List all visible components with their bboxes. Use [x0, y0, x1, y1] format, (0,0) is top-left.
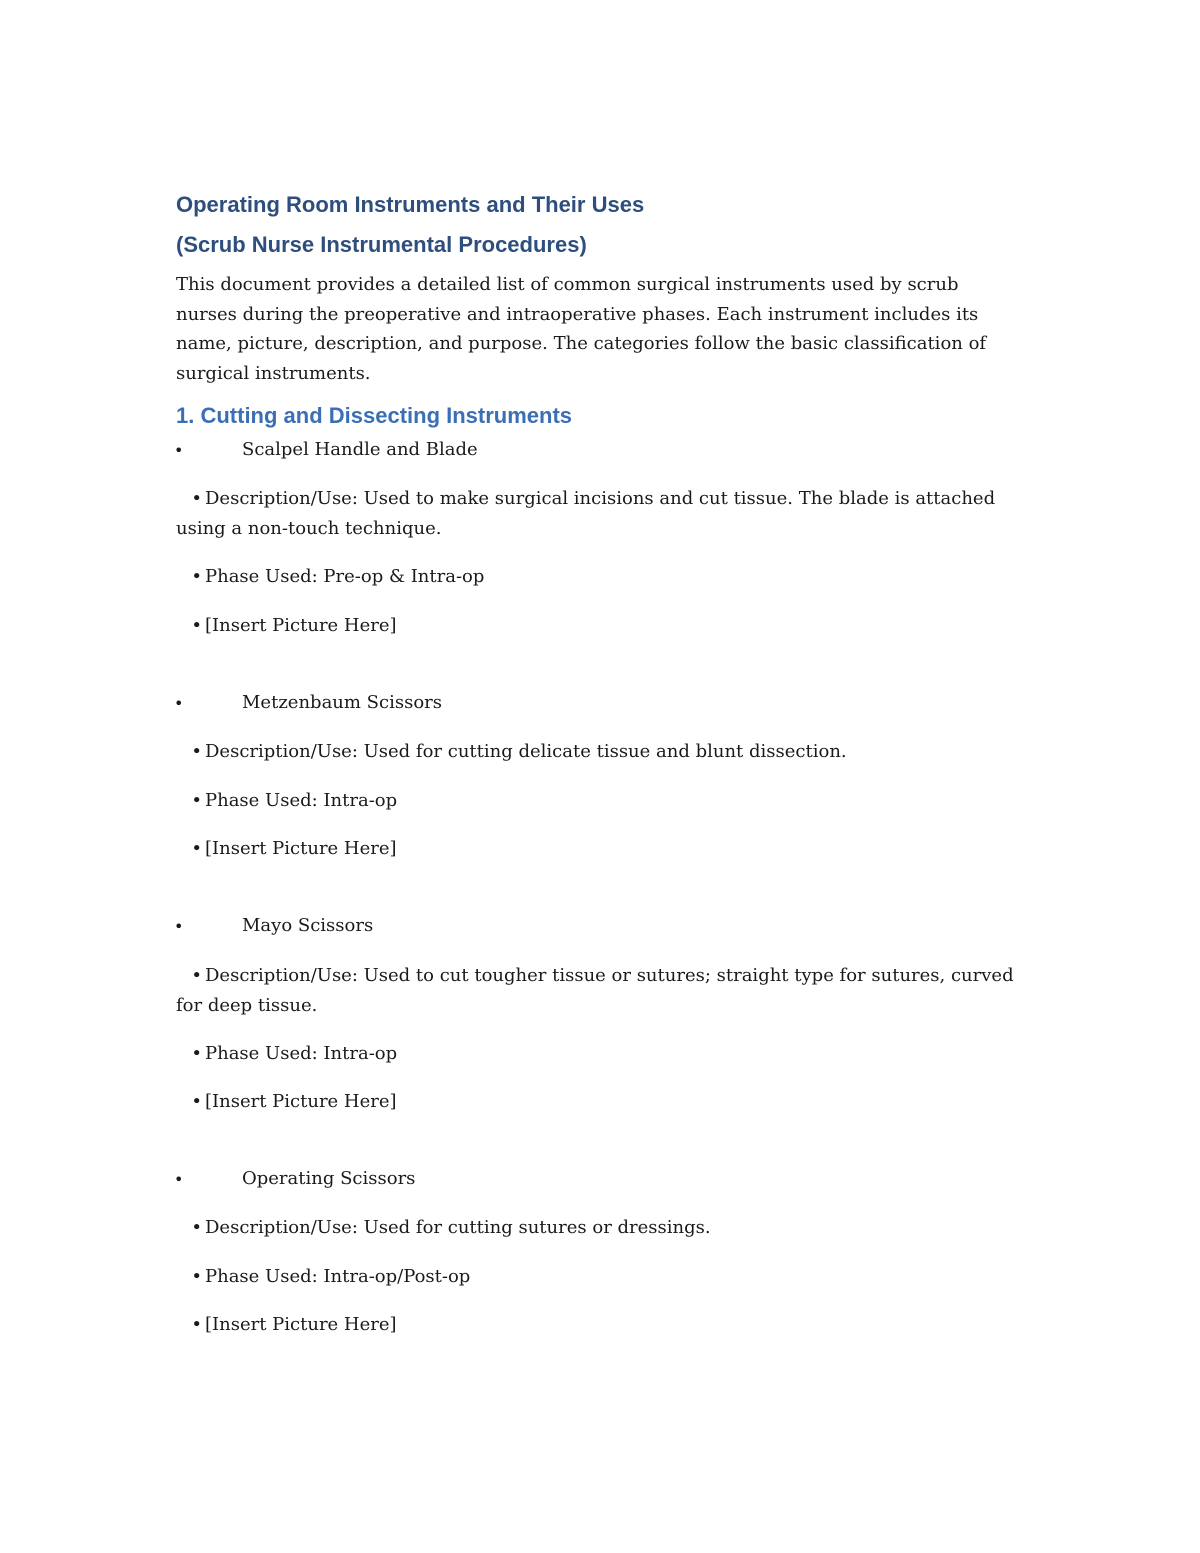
- sub-bullet-icon: •: [191, 965, 202, 986]
- phase-text: Phase Used: Intra-op/Post-op: [205, 1266, 471, 1287]
- sub-bullet-icon: •: [191, 1091, 202, 1112]
- sub-bullet-icon: •: [191, 566, 202, 587]
- section-heading-cutting-dissecting: 1. Cutting and Dissecting Instruments: [176, 403, 573, 428]
- instrument-description-mayo: [176, 961, 1026, 1020]
- phase-text: Phase Used: Intra-op: [205, 1043, 398, 1064]
- picture-placeholder-text: [Insert Picture Here]: [205, 615, 397, 636]
- sub-bullet-icon: •: [191, 838, 202, 859]
- sub-bullet-icon: •: [191, 1217, 202, 1238]
- instrument-picture-placeholder-metzenbaum: [176, 834, 1026, 864]
- document-title: Operating Room Instruments and Their Uses: [176, 192, 645, 217]
- bullet-icon: •: [174, 1170, 184, 1189]
- phase-text: Phase Used: Pre-op & Intra-op: [205, 566, 485, 587]
- phase-text: Phase Used: Intra-op: [205, 790, 398, 811]
- instrument-phase-metzenbaum: [176, 786, 1026, 816]
- document-subtitle: (Scrub Nurse Instrumental Procedures): [176, 232, 587, 257]
- instrument-name-metzenbaum: Metzenbaum Scissors: [242, 692, 443, 713]
- instrument-name-mayo: Mayo Scissors: [242, 915, 374, 936]
- description-text: Description/Use: Used for cutting sutures or dressings.: [205, 1217, 711, 1238]
- description-text: Description/Use: Used to cut tougher tissue or sutures; straight type for sutures, curved for deep tissue.: [176, 965, 1014, 1016]
- instrument-phase-scalpel: [176, 562, 1026, 592]
- instrument-picture-placeholder-operating-scissors: [176, 1310, 1026, 1340]
- instrument-phase-operating-scissors: [176, 1262, 1026, 1292]
- sub-bullet-icon: •: [191, 790, 202, 811]
- sub-bullet-icon: •: [191, 615, 202, 636]
- description-text: Description/Use: Used to make surgical incisions and cut tissue. The blade is attached using a non-touch technique.: [176, 488, 996, 539]
- instrument-picture-placeholder-mayo: [176, 1087, 1026, 1117]
- bullet-icon: •: [174, 441, 184, 460]
- instrument-phase-mayo: [176, 1039, 1026, 1069]
- instrument-description-metzenbaum: [176, 737, 1026, 767]
- picture-placeholder-text: [Insert Picture Here]: [205, 1314, 397, 1335]
- picture-placeholder-text: [Insert Picture Here]: [205, 838, 397, 859]
- sub-bullet-icon: •: [191, 1314, 202, 1335]
- instrument-name-operating-scissors: Operating Scissors: [242, 1168, 416, 1189]
- instrument-description-operating-scissors: [176, 1213, 1026, 1243]
- intro-paragraph: This document provides a detailed list of common surgical instruments used by scrub nurses during the preoperative and intraoperative phases. Each instrument includes its name, picture, description, and purpose. The categories follow the basic classification of surgical instruments.: [176, 274, 987, 384]
- sub-bullet-icon: •: [191, 1266, 202, 1287]
- description-text: Description/Use: Used for cutting delicate tissue and blunt dissection.: [205, 741, 847, 762]
- sub-bullet-icon: •: [191, 1043, 202, 1064]
- instrument-picture-placeholder-scalpel: [176, 611, 1026, 641]
- instrument-name-scalpel: Scalpel Handle and Blade: [242, 439, 478, 460]
- instrument-description-scalpel: [176, 484, 1026, 543]
- picture-placeholder-text: [Insert Picture Here]: [205, 1091, 397, 1112]
- bullet-icon: •: [174, 917, 184, 936]
- sub-bullet-icon: •: [191, 488, 202, 509]
- sub-bullet-icon: •: [191, 741, 202, 762]
- bullet-icon: •: [174, 694, 184, 713]
